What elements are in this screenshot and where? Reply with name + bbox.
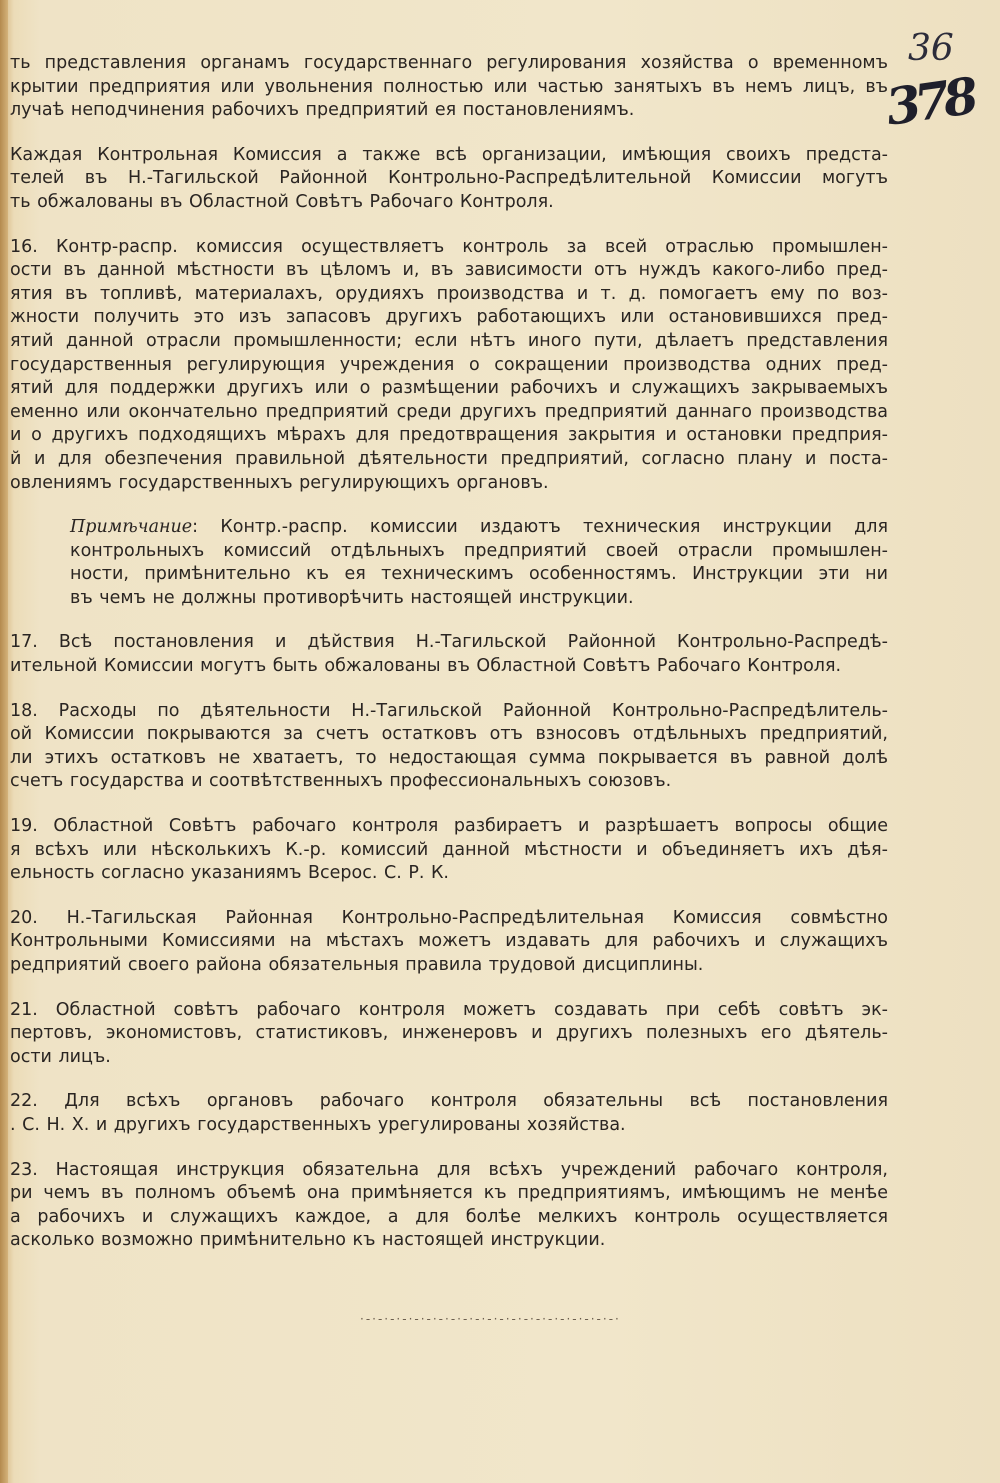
text-line: пертовъ, экономистовъ, статистиковъ, инженеровъ и другихъ полезныхъ его дѣятель- — [10, 1023, 888, 1044]
text-line: крытии предприятия или увольнения полностью или частью занятыхъ въ немъ лицъ, въ — [10, 76, 888, 97]
text-line: асколько возможно примѣнительно къ настоящей инструкции. — [10, 1230, 606, 1251]
text-line: ри чемъ въ полномъ объемѣ она примѣняется къ предприятиямъ, имѣющимъ не менѣе — [10, 1183, 888, 1204]
text-line: редприятий своего района обязательныя правила трудовой дисциплины. — [10, 955, 704, 975]
text-line: въ чемъ не должны противорѣчить настоящей инструкции. — [70, 587, 634, 608]
text-line: Контрольными Комиссиями на мѣстахъ можетъ издавать для рабочихъ и служащихъ — [10, 931, 888, 952]
text-line: ятия въ топливѣ, материалахъ, орудияхъ производства и т. д. помогаетъ ему по воз- — [10, 283, 888, 304]
text-line: овлениямъ государственныхъ регулирующихъ органовъ. — [10, 472, 549, 493]
text-line: 22. Для всѣхъ органовъ рабочаго контроля обязательны всѣ постановления — [10, 1091, 888, 1112]
text-line: ятий для поддержки другихъ или о размѣщении рабочихъ и служащихъ закрываемыхъ — [10, 378, 888, 399]
paragraph — [10, 907, 888, 978]
folio-number-bottom: 378 — [882, 66, 977, 137]
paragraph — [10, 631, 888, 678]
text-line: ть обжалованы въ Областной Совѣтъ Рабочаго Контроля. — [10, 191, 554, 212]
text-line: 18. Расходы по дѣятельности Н.-Тагильской Районной Контрольно-Распредѣлитель- — [10, 700, 888, 721]
text-line: государственныя регулирующия учреждения о сокращении производства одних пред- — [10, 354, 888, 375]
document-body — [10, 52, 888, 1274]
paragraph — [10, 1090, 888, 1137]
end-ornament: ·-·-·-·-·-·-·-·-·-·-·-·-·-·-·-·-·-·-·-·-·-· — [360, 1312, 621, 1326]
binding-edge — [0, 0, 8, 1483]
folio-number — [882, 28, 977, 138]
text-line: ости въ данной мѣстности въ цѣломъ и, въ зависимости отъ нуждъ какого-либо пред- — [10, 260, 888, 281]
text-line: й и для обезпечения правильной дѣятельности предприятий, согласно плану и поста- — [10, 448, 888, 469]
text-line: ности, примѣнительно къ ея техническимъ особенностямъ. Инструкции эти ни — [70, 564, 888, 585]
text-line: я всѣхъ или нѣсколькихъ К.-р. комиссий данной мѣстности и объединяетъ ихъ дѣя- — [10, 839, 888, 860]
paragraph — [10, 815, 888, 886]
text-line: жности получить это изъ запасовъ другихъ работающихъ или остановившихся пред- — [10, 307, 888, 328]
paragraph — [10, 999, 888, 1070]
text-line: 20. Н.-Тагильская Районная Контрольно-Распредѣлительная Комиссия совмѣстно — [10, 907, 888, 928]
paragraph — [10, 1159, 888, 1253]
paragraph — [10, 700, 888, 794]
note-paragraph — [70, 516, 888, 610]
text-line: и о другихъ подходящихъ мѣрахъ для предотвращения закрытия и остановки предприя- — [10, 425, 888, 446]
text-line: ли этихъ остатковъ не хватаетъ, то недостающая сумма покрывается въ равной долѣ — [10, 747, 888, 768]
text-line: . С. Н. Х. и другихъ государственныхъ урегулированы хозяйства. — [10, 1114, 626, 1135]
text-line: еменно или окончательно предприятий среди другихъ предприятий даннаго производства — [10, 401, 888, 422]
note-text: : Контр.-распр. комиссии издаютъ техническия инструкции для — [192, 517, 888, 538]
text-line — [70, 516, 888, 540]
paragraph — [10, 236, 888, 496]
text-line: лучаѣ неподчинения рабочихъ предприятий ея постановлениямъ. — [10, 100, 635, 121]
note-label: Примѣчание — [70, 517, 193, 538]
text-line: ельность согласно указаниямъ Всерос. С. Р. К. — [10, 863, 449, 884]
text-line: контрольныхъ комиссий отдѣльныхъ предприятий своей отрасли промышлен- — [70, 540, 888, 561]
text-line: 16. Контр-распр. комиссия осуществляетъ контроль за всей отраслью промышлен- — [10, 236, 888, 257]
text-line: а рабочихъ и служащихъ каждое, а для болѣе мелкихъ контроль осуществляется — [10, 1206, 888, 1227]
paragraph — [10, 52, 888, 123]
paragraph — [10, 144, 888, 215]
text-line: 23. Настоящая инструкция обязательна для всѣхъ учреждений рабочаго контроля, — [10, 1159, 888, 1180]
text-line: 17. Всѣ постановления и дѣйствия Н.-Тагильской Районной Контрольно-Распредѣ- — [10, 632, 888, 653]
text-line: ительной Комиссии могутъ быть обжалованы въ Областной Совѣтъ Рабочаго Контроля. — [10, 656, 842, 677]
text-line: 19. Областной Совѣтъ рабочаго контроля разбираетъ и разрѣшаетъ вопросы общие — [10, 816, 888, 837]
text-line: ой Комиссии покрываются за счетъ остатковъ отъ взносовъ отдѣльныхъ предприятий, — [10, 724, 888, 745]
folio-number-top: 36 — [908, 28, 954, 69]
text-line: телей въ Н.-Тагильской Районной Контрольно-Распредѣлительной Комиссии могутъ — [10, 168, 888, 189]
text-line: 21. Областной совѣтъ рабочаго контроля можетъ создавать при себѣ совѣтъ эк- — [10, 999, 888, 1020]
text-line: Каждая Контрольная Комиссия а также всѣ организации, имѣющия своихъ предста- — [10, 144, 888, 165]
text-line: счетъ государства и соотвѣтственныхъ профессиональныхъ союзовъ. — [10, 771, 672, 792]
text-line: ятий данной отрасли промышленности; если нѣтъ иного пути, дѣлаетъ представления — [10, 330, 888, 351]
text-line: ости лицъ. — [10, 1046, 111, 1067]
text-line: ть представления органамъ государственнаго регулирования хозяйства о временномъ — [10, 53, 888, 73]
